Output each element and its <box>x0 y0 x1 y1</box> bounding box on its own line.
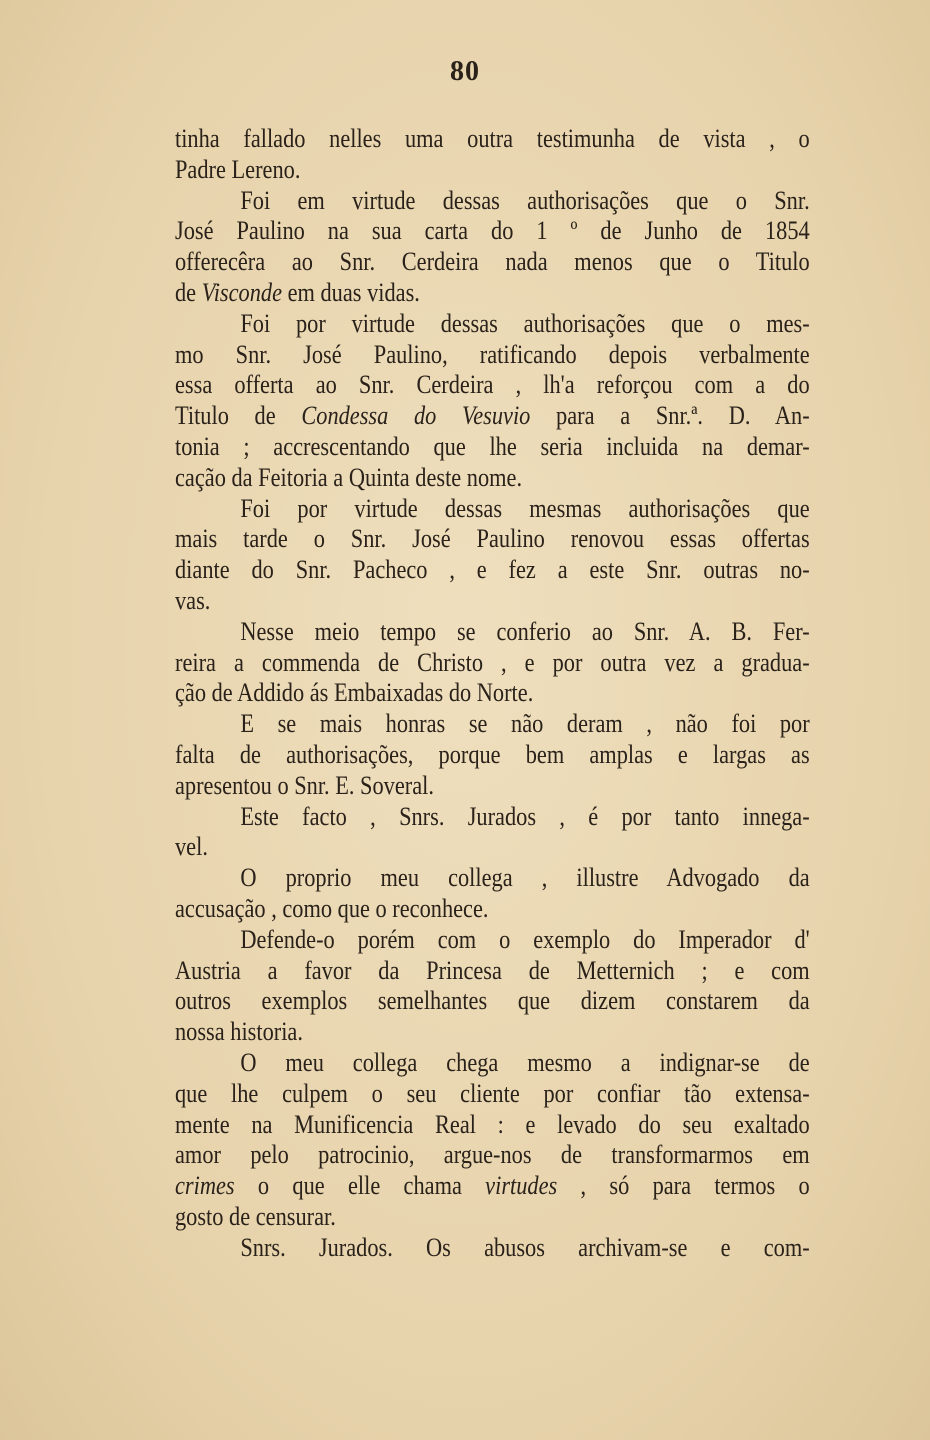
text-line: mo Snr. José Paulino, ratificando depois verbalmente <box>175 339 810 369</box>
text-line: Este facto , Snrs. Jurados , é por tanto innega- <box>240 801 810 831</box>
text-line: Foi por virtude dessas authorisações que o mes- <box>240 308 810 338</box>
text-line: mente na Munificencia Real : e levado do seu exaltado <box>175 1109 810 1139</box>
text-line: essa offerta ao Snr. Cerdeira , lh'a reforçou com a do <box>175 370 810 400</box>
text-line: O meu collega chega mesmo a indignar-se de <box>240 1047 810 1077</box>
text-line: amor pelo patrocinio, argue-nos de transformarmos em <box>175 1140 810 1170</box>
text-line: de Visconde em duas vidas. <box>175 277 420 307</box>
text-line: Nesse meio tempo se conferio ao Snr. A. B. Fer- <box>240 616 810 646</box>
text-line: que lhe culpem o seu cliente por confiar tão extensa- <box>175 1078 810 1108</box>
text-line: reira a commenda de Christo , e por outra vez a gradua- <box>175 647 810 677</box>
text-line: E se mais honras se não deram , não foi por <box>240 709 810 739</box>
text-line: José Paulino na sua carta do 1 º de Junho de 1854 <box>175 216 810 246</box>
text-line: vel. <box>175 832 208 862</box>
text-line: offerecêra ao Snr. Cerdeira nada menos que o Titulo <box>175 247 810 277</box>
text-line: Snrs. Jurados. Os abusos archivam-se e com- <box>240 1232 810 1262</box>
page-number: 80 <box>450 56 480 87</box>
text-line: accusação , como que o reconhece. <box>175 893 489 923</box>
text-line: outros exemplos semelhantes que dizem constarem da <box>175 986 810 1016</box>
text-line: O proprio meu collega , illustre Advogado da <box>240 863 810 893</box>
text-line: falta de authorisações, porque bem amplas e largas as <box>175 739 810 769</box>
text-line: tinha fallado nelles uma outra testimunha de vista , o <box>175 124 810 153</box>
text-line: apresentou o Snr. E. Soveral. <box>175 770 434 800</box>
text-line: cação da Feitoria a Quinta deste nome. <box>175 462 523 492</box>
text-line: Padre Lereno. <box>175 154 301 184</box>
text-line: vas. <box>175 585 211 615</box>
text-line: tonia ; accrescentando que lhe seria incluida na demar- <box>175 431 810 461</box>
text-line: Titulo de Condessa do Vesuvio para a Snr.ª. D. An- <box>175 401 810 431</box>
text-line: Foi em virtude dessas authorisações que o Snr. <box>240 185 810 215</box>
text-line: mais tarde o Snr. José Paulino renovou essas offertas <box>175 524 810 554</box>
body-text <box>175 124 810 1263</box>
text-line: Austria a favor da Princesa de Metternich ; e com <box>175 955 810 985</box>
text-line: diante do Snr. Pacheco , e fez a este Snr. outras no- <box>175 555 810 585</box>
text-line: Defende-o porém com o exemplo do Imperador d' <box>240 924 810 954</box>
text-line: nossa historia. <box>175 1017 303 1047</box>
text-line: crimes o que elle chama virtudes , só para termos o <box>175 1171 810 1201</box>
text-line: Foi por virtude dessas mesmas authorisações que <box>240 493 810 523</box>
text-line: ção de Addido ás Embaixadas do Norte. <box>175 678 534 708</box>
text-line: gosto de censurar. <box>175 1201 336 1231</box>
